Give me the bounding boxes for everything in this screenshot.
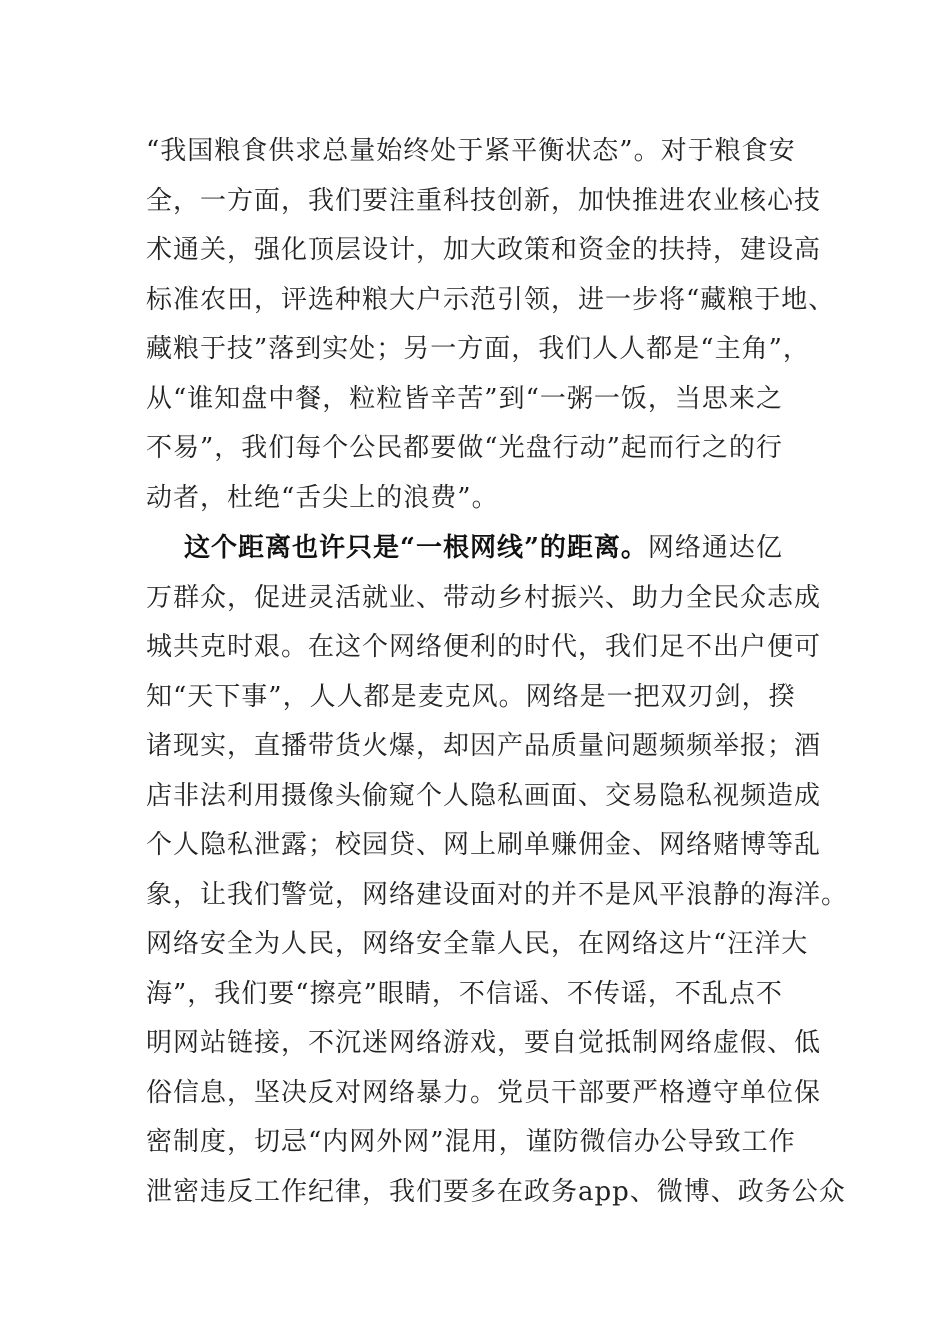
text-line: 海”，我们要“擦亮”眼睛，不信谣、不传谣，不乱点不 [146,978,783,1009]
paragraph-grain-security [146,127,836,523]
text-line: 动者，杜绝“舌尖上的浪费”。 [146,482,499,513]
text-line: “我国粮食供求总量始终处于紧平衡状态”。对于粮食安 [146,136,796,166]
text-line: 不易”，我们每个公民都要做“光盘行动”起而行之的行 [146,433,783,463]
heading-continuation: 网络通达亿 [647,533,783,563]
text-line: 泄密违反工作纪律，我们要多在政务app、微博、政务公众 [146,1176,846,1207]
text-line: 象，让我们警觉，网络建设面对的并不是风平浪静的海洋。 [146,879,849,910]
text-line: 明网站链接，不沉迷网络游戏，要自觉抵制网络虚假、低 [146,1028,822,1058]
text-line: 标准农田，评选种粮大户示范引领，进一步将“藏粮于地、 [146,284,836,315]
text-line: 藏粮于技”落到实处；另一方面，我们人人都是“主角”， [146,334,810,364]
text-line: 术通关，强化顶层设计，加大政策和资金的扶持，建设高 [146,235,822,265]
text-line: 诸现实，直播带货火爆，却因产品质量问题频频举报；酒 [146,731,822,761]
paragraph-network-security [146,524,849,1217]
text-line: 俗信息，坚决反对网络暴力。党员干部要严格遵守单位保 [146,1077,822,1108]
text-line: 个人隐私泄露；校园贷、网上刷单赚佣金、网络赌博等乱 [146,830,822,860]
text-line: 城共克时艰。在这个网络便利的时代，我们足不出户便可 [146,632,822,662]
text-line: 网络安全为人民，网络安全靠人民，在网络这片“汪洋大 [146,929,809,959]
text-line: 密制度，切忌“内网外网”混用，谨防微信办公导致工作 [146,1127,796,1157]
first-text-line [146,524,816,574]
text-line: 知“天下事”，人人都是麦克风。网络是一把双刃剑，揆 [146,681,796,712]
text-line: 全，一方面，我们要注重科技创新，加快推进农业核心技 [146,185,822,216]
paragraph-heading: 这个距离也许只是“一根网线”的距离。 [184,533,648,563]
text-line: 店非法利用摄像头偷窥个人隐私画面、交易隐私视频造成 [146,780,822,811]
text-line: 从“谁知盘中餐，粒粒皆辛苦”到“一粥一饭，当思来之 [146,383,783,414]
text-line: 万群众，促进灵活就业、带动乡村振兴、助力全民众志成 [146,582,822,613]
